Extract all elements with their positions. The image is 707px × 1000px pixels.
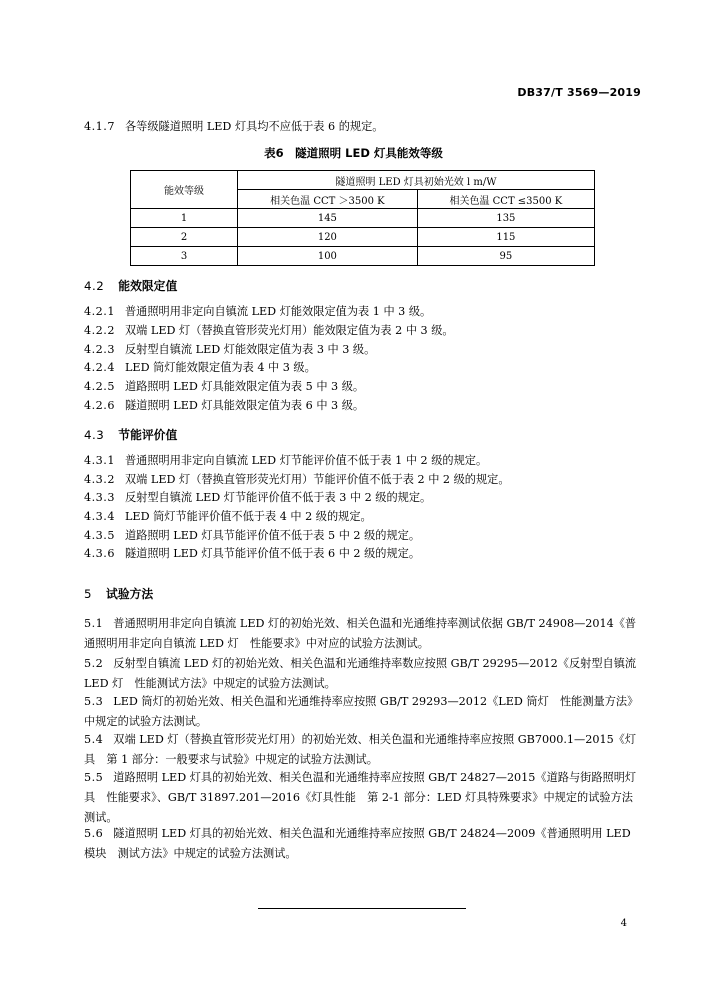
- clause-4-2-4: [84, 359, 316, 375]
- clause-text: 隧道照明 LED 灯具节能评价值不低于表 6 中 2 级的规定。: [124, 547, 421, 560]
- clause-number: 4.3.3: [84, 491, 115, 504]
- clause-5-2: [84, 654, 644, 694]
- header-cct-low: 相关色温 CCT ≤3500 K: [417, 190, 594, 209]
- clause-5-3: [84, 692, 644, 732]
- clause-number: 4.3.5: [84, 529, 115, 542]
- clause-4-2-5: [84, 378, 364, 394]
- clause-text: 隧道照明 LED 灯具能效限定值为表 6 中 3 级。: [124, 399, 365, 412]
- clause-4-3-4: [84, 508, 372, 524]
- clause-text: 隧道照明 LED 灯具的初始光效、相关色温和光通维持率应按照 GB/T 24824—2009《普通照明用 LED 模块 测试方法》中规定的试验方法测试。: [84, 827, 631, 860]
- section-number: 4.3: [84, 428, 105, 442]
- clause-text: LED 筒灯的初始光效、相关色温和光通维持率应按照 GB/T 29293—2012《LED 筒灯 性能测量方法》中规定的试验方法测试。: [84, 695, 639, 728]
- clause-number: 5.6: [84, 827, 104, 840]
- clause-number: 4.3.1: [84, 454, 115, 467]
- section-number: 4.2: [84, 279, 105, 293]
- clause-4-3-5: [84, 527, 420, 543]
- clause-number: 4.2.6: [84, 399, 115, 412]
- footer-divider: [258, 908, 466, 909]
- clause-number: 4.2.2: [84, 324, 115, 337]
- clause-text: 普通照明用非定向自镇流 LED 灯能效限定值为表 1 中 3 级。: [124, 305, 432, 318]
- header-initial-efficacy: 隧道照明 LED 灯具初始光效 l m/W: [238, 171, 595, 190]
- clause-text: 各等级隧道照明 LED 灯具均不应低于表 6 的规定。: [124, 120, 384, 133]
- clause-number: 4.3.6: [84, 547, 115, 560]
- table-row: [131, 209, 595, 228]
- section-heading-5: [84, 585, 153, 602]
- cell-value: 95: [417, 247, 594, 266]
- section-heading-4-2: [84, 277, 177, 294]
- cell-value: 135: [417, 209, 594, 228]
- cell-grade: 3: [131, 247, 238, 266]
- table-6: [130, 170, 595, 266]
- cell-value: 100: [238, 247, 418, 266]
- section-title: 能效限定值: [118, 279, 178, 293]
- section-title: 节能评价值: [118, 428, 178, 442]
- cell-value: 115: [417, 228, 594, 247]
- section-title: 试验方法: [106, 587, 154, 601]
- clause-4-3-3: [84, 489, 431, 505]
- clause-text: 反射型自镇流 LED 灯的初始光效、相关色温和光通维持率数应按照 GB/T 29295—2012《反射型自镇流 LED 灯 性能测试方法》中规定的试验方法测试。: [84, 657, 637, 690]
- page-number: 4: [620, 918, 627, 929]
- clause-text: 道路照明 LED 灯具的初始光效、相关色温和光通维持率应按照 GB/T 24827—2015《道路与街路照明灯具 性能要求》、GB/T 31897.201—2016《灯具性能 第 2-1 部分：LED 灯具特殊要求》中规定的试验方法测试。: [84, 771, 637, 824]
- clause-number: 5.2: [84, 657, 104, 670]
- clause-text: LED 筒灯节能评价值不低于表 4 中 2 级的规定。: [124, 510, 372, 523]
- clause-text: 道路照明 LED 灯具能效限定值为表 5 中 3 级。: [124, 380, 365, 393]
- standard-code: DB37/T 3569—2019: [517, 86, 641, 99]
- clause-text: 反射型自镇流 LED 灯节能评价值不低于表 3 中 2 级的规定。: [124, 491, 432, 504]
- clause-4-1-7: [84, 118, 383, 134]
- clause-4-2-3: [84, 341, 375, 357]
- clause-4-2-1: [84, 303, 431, 319]
- clause-number: 4.2.3: [84, 343, 115, 356]
- clause-number: 5.5: [84, 771, 104, 784]
- clause-text: 双端 LED 灯（替换直管形荧光灯用）节能评价值不低于表 2 中 2 级的规定。: [124, 473, 510, 486]
- clause-text: 普通照明用非定向自镇流 LED 灯节能评价值不低于表 1 中 2 级的规定。: [124, 454, 488, 467]
- clause-5-5: [84, 768, 644, 828]
- clause-number: 4.1.7: [84, 120, 115, 133]
- clause-text: 双端 LED 灯（替换直管形荧光灯用）能效限定值为表 2 中 3 级。: [124, 324, 454, 337]
- header-grade: 能效等级: [131, 171, 238, 209]
- cell-value: 120: [238, 228, 418, 247]
- clause-number: 4.2.5: [84, 380, 115, 393]
- clause-number: 5.3: [84, 695, 104, 708]
- clause-4-3-6: [84, 545, 420, 561]
- clause-number: 4.3.4: [84, 510, 115, 523]
- clause-4-3-1: [84, 452, 487, 468]
- clause-text: 反射型自镇流 LED 灯能效限定值为表 3 中 3 级。: [124, 343, 376, 356]
- clause-text: 双端 LED 灯（替换直管形荧光灯用）的初始光效、相关色温和光通维持率应按照 GB7000.1—2015《灯具 第 1 部分：一般要求与试验》中规定的试验方法测试。: [84, 733, 637, 766]
- clause-number: 4.2.4: [84, 361, 115, 374]
- clause-text: LED 筒灯能效限定值为表 4 中 3 级。: [124, 361, 316, 374]
- section-number: 5: [84, 587, 93, 601]
- clause-number: 5.1: [84, 617, 104, 630]
- clause-text: 道路照明 LED 灯具节能评价值不低于表 5 中 2 级的规定。: [124, 529, 421, 542]
- clause-number: 5.4: [84, 733, 104, 746]
- table-6-caption: 表6 隧道照明 LED 灯具能效等级: [264, 146, 443, 160]
- clause-4-3-2: [84, 471, 510, 487]
- header-cct-high: 相关色温 CCT ＞3500 K: [238, 190, 418, 209]
- clause-text: 普通照明用非定向自镇流 LED 灯的初始光效、相关色温和光通维持率测试依据 GB/T 24908—2014《普通照明用非定向自镇流 LED 灯 性能要求》中对应的试验方法测试。: [84, 617, 637, 650]
- clause-4-2-2: [84, 322, 454, 338]
- clause-5-6: [84, 824, 644, 864]
- table-row: [131, 247, 595, 266]
- clause-number: 4.2.1: [84, 305, 115, 318]
- clause-number: 4.3.2: [84, 473, 115, 486]
- clause-5-1: [84, 614, 644, 654]
- section-heading-4-3: [84, 426, 177, 443]
- table-row: [131, 228, 595, 247]
- cell-grade: 1: [131, 209, 238, 228]
- clause-4-2-6: [84, 397, 364, 413]
- cell-value: 145: [238, 209, 418, 228]
- cell-grade: 2: [131, 228, 238, 247]
- clause-5-4: [84, 730, 644, 770]
